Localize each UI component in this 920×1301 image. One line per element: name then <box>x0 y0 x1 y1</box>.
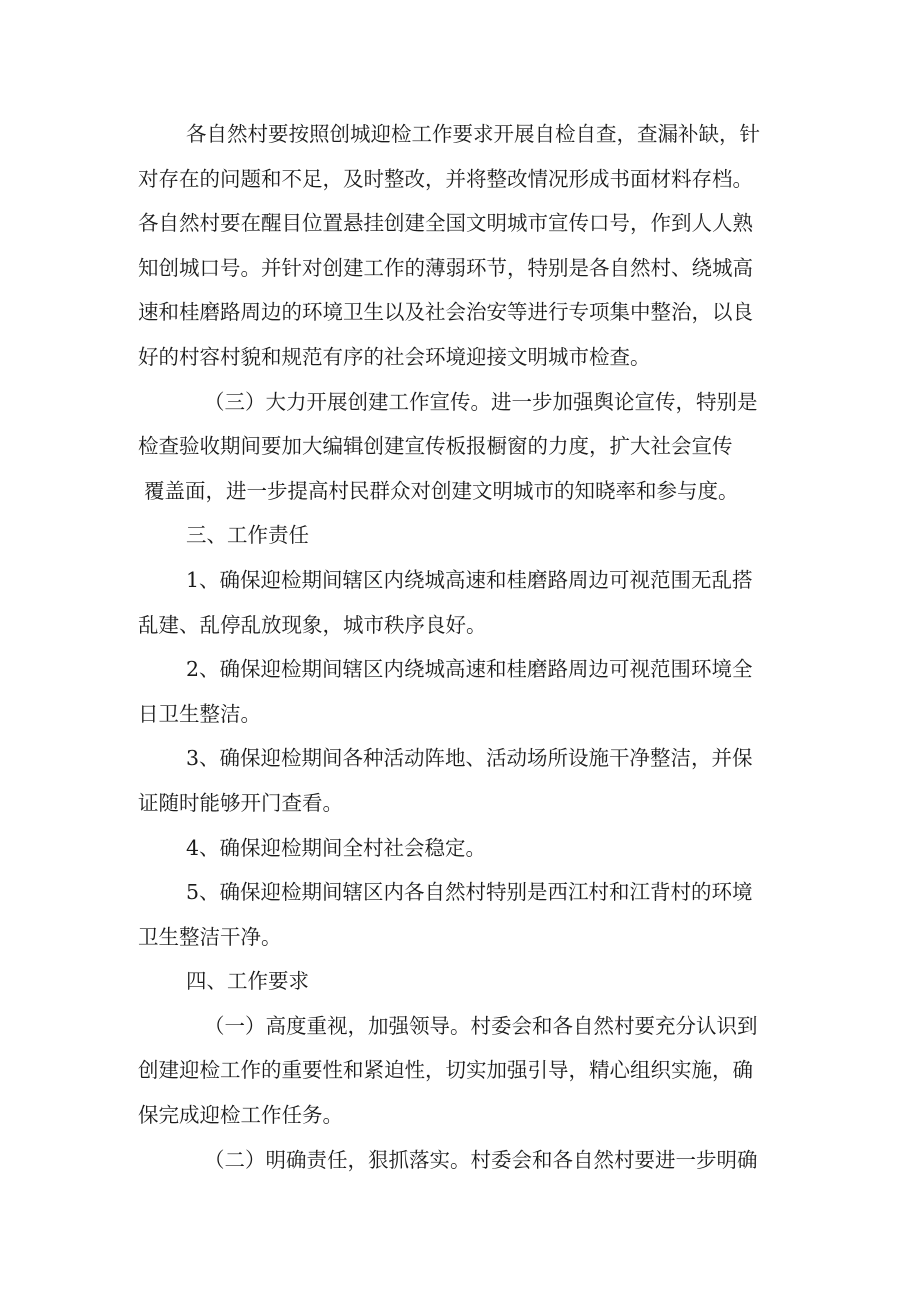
document-body <box>138 112 788 1182</box>
text-line: 创建迎检工作的重要性和紧迫性，切实加强引导，精心组织实施，确 <box>138 1058 753 1083</box>
text-line: 各自然村要按照创城迎检工作要求开展自检自查，查漏补缺，针 <box>186 122 760 146</box>
text-line: （二）明确责任，狠抓落实。村委会和各自然村要进一步明确 <box>204 1147 758 1172</box>
text-line: 卫生整洁干净。 <box>138 924 282 949</box>
text-line: （三）大力开展创建工作宣传。进一步加强舆论宣传，特别是 <box>204 389 758 414</box>
section-heading: 四、工作要求 <box>186 969 309 994</box>
text-line: 1、确保迎检期间辖区内绕城高速和桂磨路周边可视范围无乱搭 <box>186 567 753 592</box>
text-line: 对存在的问题和不足，及时整改，并将整改情况形成书面材料存档。 <box>138 166 753 191</box>
text-line: 各自然村要在醒目位置悬挂创建全国文明城市宣传口号，作到人人熟 <box>138 211 753 236</box>
text-line: 知创城口号。并针对创建工作的薄弱环节，特别是各自然村、绕城高 <box>138 255 753 280</box>
text-line: 日卫生整洁。 <box>138 701 261 726</box>
text-line: 乱建、乱停乱放现象，城市秩序良好。 <box>138 612 487 637</box>
text-line: 2、确保迎检期间辖区内绕城高速和桂磨路周边可视范围环境全 <box>186 657 753 682</box>
text-line: 好的村容村貌和规范有序的社会环境迎接文明城市检查。 <box>138 344 651 369</box>
text-line: 3、确保迎检期间各种活动阵地、活动场所设施干净整洁，并保 <box>186 746 753 771</box>
text-line: 速和桂磨路周边的环境卫生以及社会治安等进行专项集中整治，以良 <box>138 300 753 325</box>
text-line: 保完成迎检工作任务。 <box>138 1103 343 1128</box>
text-line: 证随时能够开门查看。 <box>138 790 343 815</box>
text-line: 覆盖面，进一步提高村民群众对创建文明城市的知晓率和参与度。 <box>144 478 739 503</box>
text-line: 5、确保迎检期间辖区内各自然村特别是西江村和江背村的环境 <box>186 880 753 905</box>
section-heading: 三、工作责任 <box>186 523 309 548</box>
text-line: 4、确保迎检期间全村社会稳定。 <box>186 835 487 860</box>
text-line: 检查验收期间要加大编辑创建宣传板报橱窗的力度，扩大社会宣传 <box>138 434 733 459</box>
text-line: （一）高度重视，加强领导。村委会和各自然村要充分认识到 <box>204 1013 758 1038</box>
